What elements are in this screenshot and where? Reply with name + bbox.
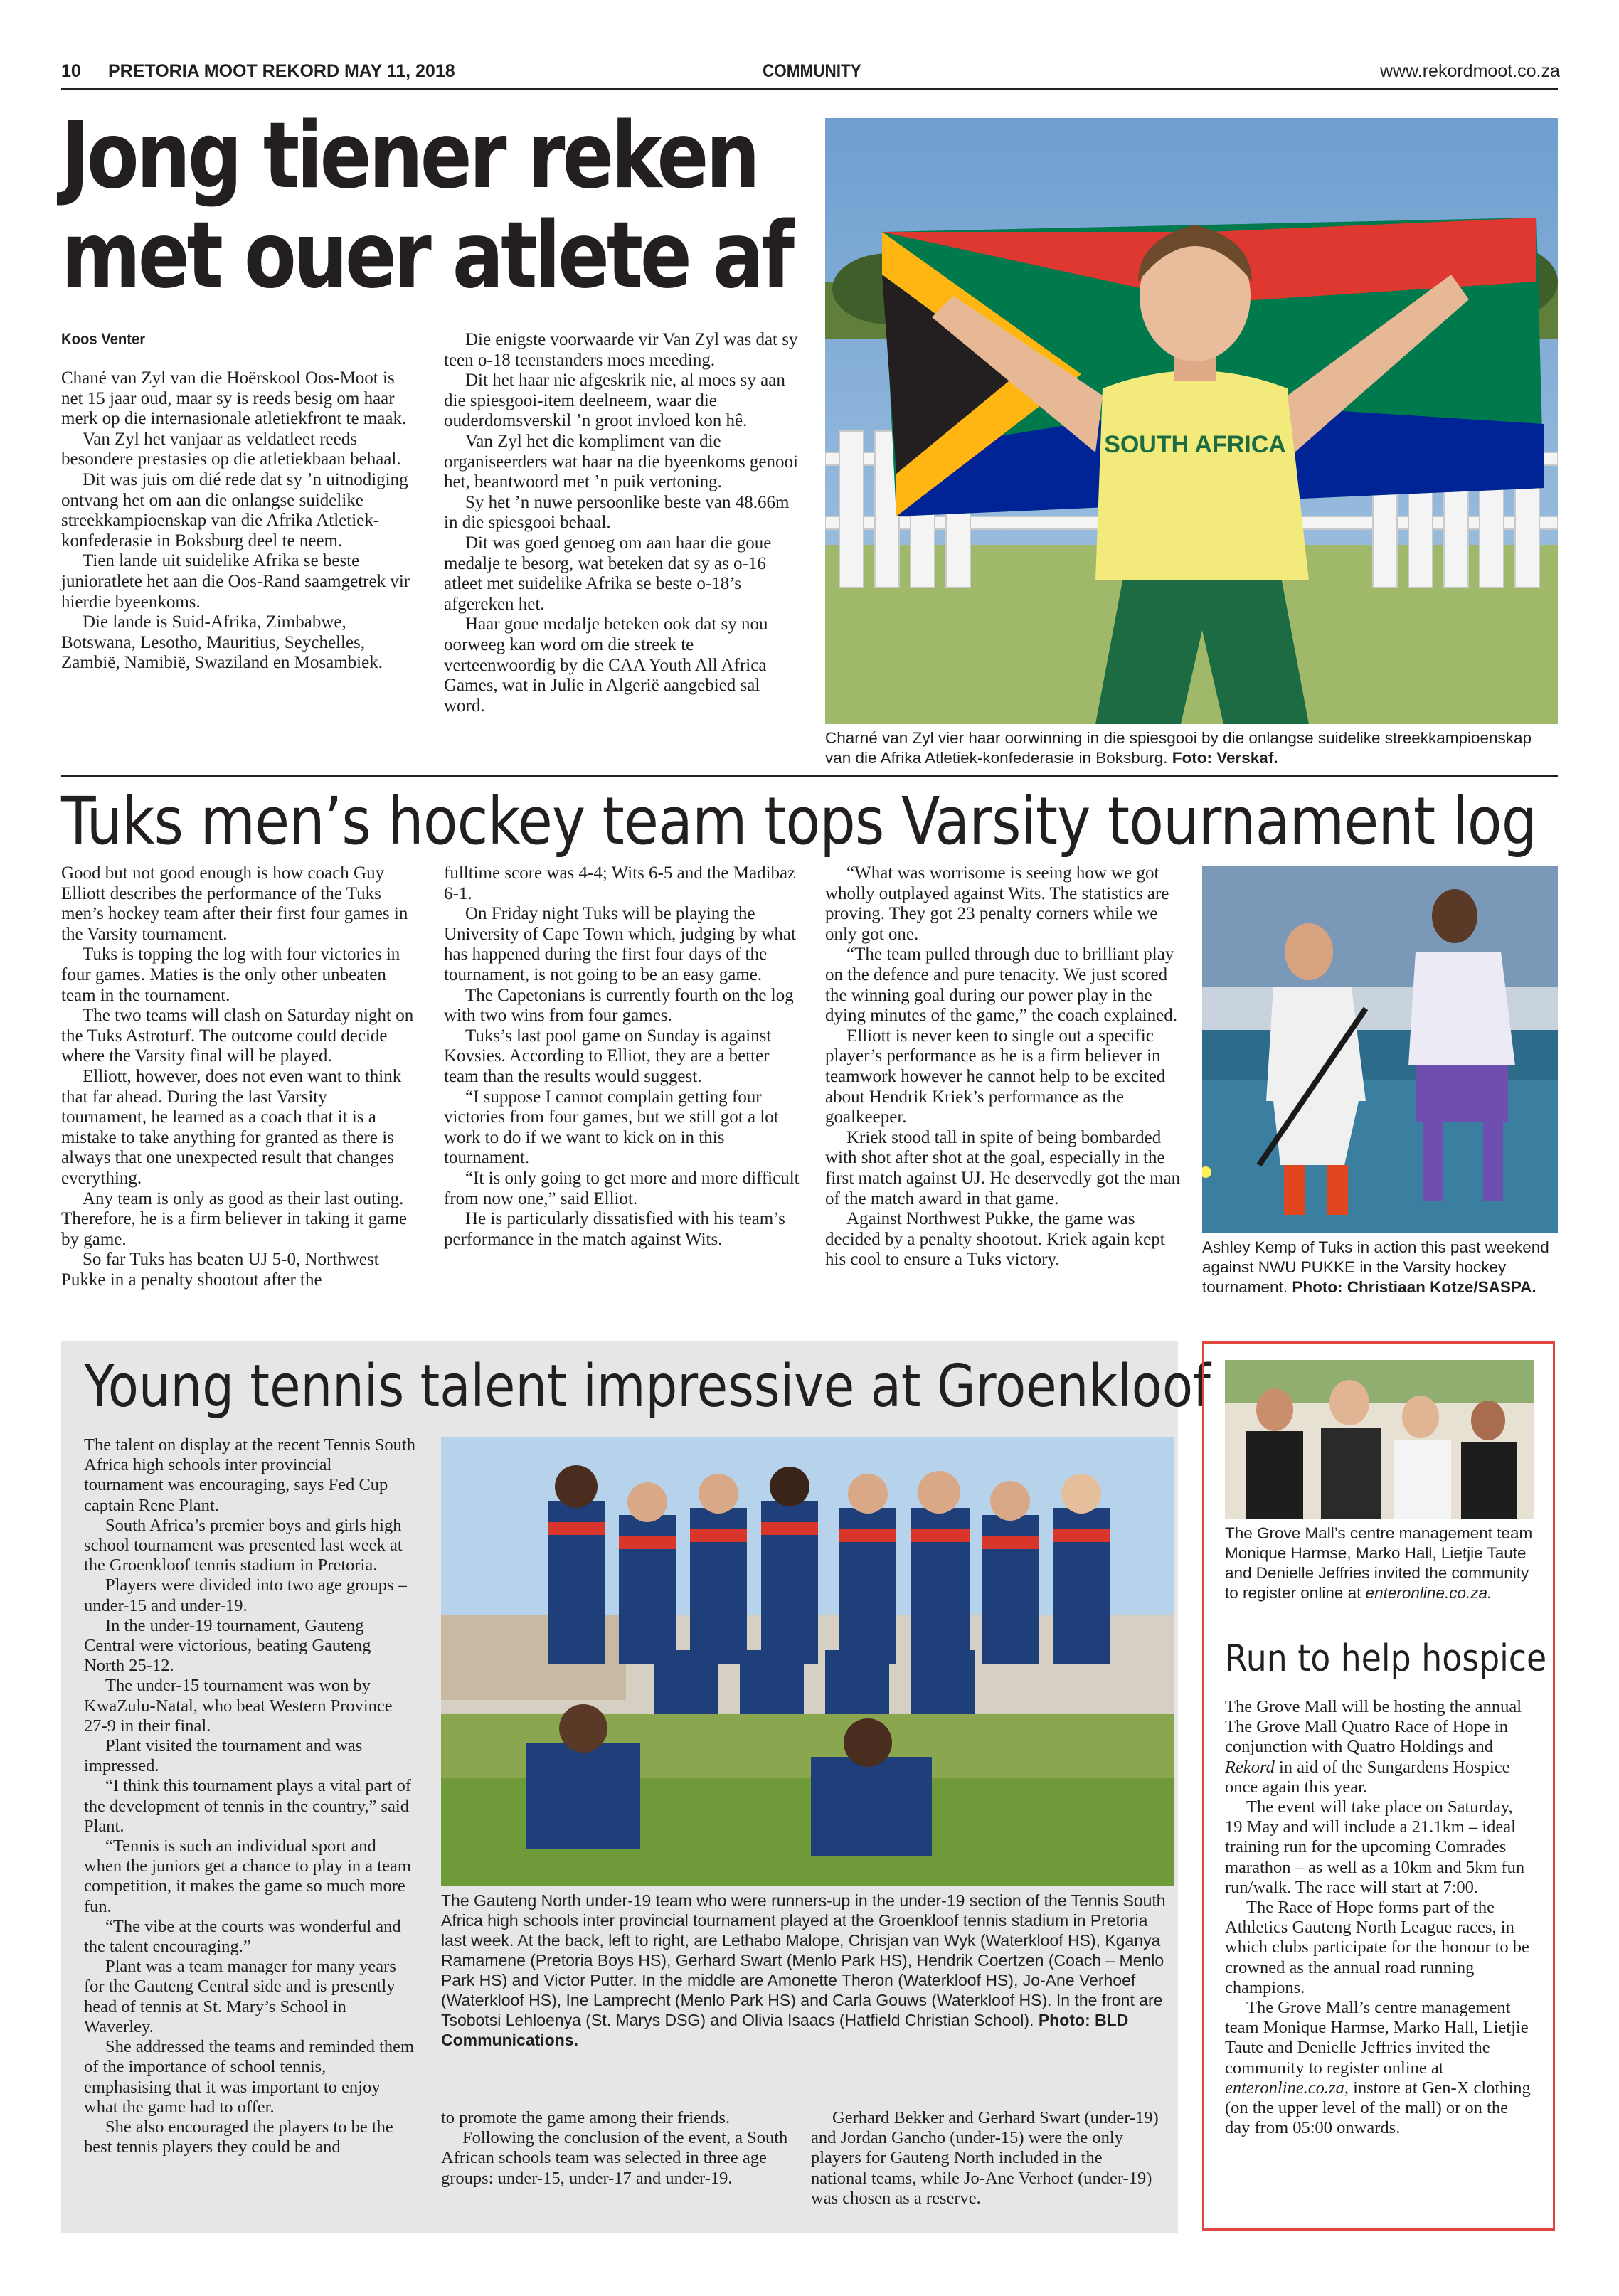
- article3-col2: [441, 2108, 788, 2189]
- paragraph: Chané van Zyl van die Hoërskool Oos-Moot is net 15 jaar oud, maar sy is reeds besig om haar merk op die internasionale atletiekfront te maak.: [61, 368, 407, 429]
- section-label: COMMUNITY: [763, 61, 861, 81]
- paragraph: “What was worrisome is seeing how we got wholly outplayed against Wits. The statistics are proving. They got 23 penalty corners while we only got one.: [825, 863, 1169, 944]
- article3-caption: [441, 1891, 1174, 2050]
- article2-col1: [61, 863, 417, 1290]
- article1-col2: [444, 330, 800, 716]
- article1-byline: Koos Venter: [61, 330, 146, 348]
- paragraph: Following the conclusion of the event, a South African schools team was selected in three age groups: under-15, under-17 and under-19.: [441, 2128, 788, 2188]
- grove-mall-photo-illustration: [1225, 1360, 1534, 1519]
- paragraph: Any team is only as good as their last outing. Therefore, he is a firm believer in taking it game by game.: [61, 1189, 407, 1249]
- caption-text: The Gauteng North under-19 team who were runners-up in the under-19 section of the Tennis South Africa high schools inter provincial tournament played at the Groenkloof tennis stadium in Pretoria last week. At the back, left to right, are Lethabo Malope, Chrisjan van Wyk (Waterkloof HS), Kganya Ramamene (Pretoria Boys HS), Gerhard Swart (Menlo Park HS), Hendrik Coertzen (Coach – Menlo Park HS) and Victor Putter. In the middle are Amonette Theron (Waterkloof HS), Jo-Ane Verhoef (Waterkloof HS), Ine Lamprecht (Menlo Park HS) and Carla Gouws (Waterkloof HS). In the front are Tsobotsi Lehloenya (St. Marys DSG) and Olivia Isaacs (Hatfield Christian School).: [441, 1891, 1166, 2029]
- paragraph: Tien lande uit suidelike Afrika se beste junioratlete het aan die Oos-Rand saamgetrek vir hierdie byeenkoms.: [61, 551, 410, 612]
- article4-body: [1225, 1697, 1531, 2138]
- paragraph: South Africa’s premier boys and girls high school tournament was presented last week at the Groenkloof tennis stadium in Pretoria.: [84, 1515, 403, 1575]
- article3-headline: Young tennis talent impressive at Groenkloof: [84, 1353, 1211, 1420]
- tennis-team-photo: [441, 1437, 1174, 1886]
- paragraph: [1225, 1998, 1531, 2138]
- paragraph: Kriek stood tall in spite of being bombarded with shot after shot at the goal, especially in the first match against UJ. He deservedly got the man of the match award in that game.: [825, 1127, 1181, 1208]
- paragraph: to promote the game among their friends.: [441, 2108, 731, 2127]
- website: www.rekordmoot.co.za: [1380, 61, 1560, 81]
- text: in aid of the Sungardens Hospice once again this year.: [1225, 1757, 1510, 1797]
- article2-headline: Tuks men’s hockey team tops Varsity tournament log: [61, 783, 1537, 859]
- paragraph: Haar goue medalje beteken ook dat sy nou oorweeg kan word om die streek te verteenwoordig by die CAA Youth All Africa Games, wat in Julie in Algerië aangebied sal word.: [444, 615, 768, 716]
- paragraph: The Race of Hope forms part of the Athletics Gauteng North League races, in which clubs participate for the honour to be crowned as the annual road running champions.: [1225, 1898, 1529, 1997]
- article2-col3: [825, 863, 1181, 1270]
- emphasis: Rekord: [1225, 1757, 1275, 1777]
- article3-col1: [84, 1435, 415, 2157]
- paragraph: [1225, 1697, 1531, 1797]
- paragraph: The event will take place on Saturday, 19 May and will include a 21.1km – ideal training run for the upcoming Comrades marathon – as well as a 10km and 5km fun run/walk. The race will start at 7:00.: [1225, 1797, 1525, 1897]
- paragraph: She also encouraged the players to be the best tennis players they could be and: [84, 2117, 393, 2157]
- shirt-lettering: SOUTH AFRICA: [1104, 431, 1286, 458]
- paragraph: Tuks’s last pool game on Sunday is against Kovsies. According to Elliot, they are a better team than the results would suggest.: [444, 1026, 772, 1086]
- article2-caption: [1202, 1238, 1558, 1297]
- page-number: 10: [61, 61, 81, 81]
- publication-line: PRETORIA MOOT REKORD MAY 11, 2018: [108, 61, 455, 81]
- text: The Grove Mall’s centre management team Monique Harmse, Marko Hall, Lietjie Taute and Denielle Jeffries invited the community to register online at: [1225, 1998, 1529, 2078]
- paragraph: Plant was a team manager for many years for the Gauteng Central side and is presently head of tennis at St. Mary’s School in Waverley.: [84, 1957, 396, 2036]
- paragraph: Die lande is Suid-Afrika, Zimbabwe, Botswana, Lesotho, Mauritius, Seychelles, Zambië, Namibië, Swaziland en Mosambiek.: [61, 612, 383, 673]
- caption-text: Charné van Zyl vier haar oorwinning in die spiesgooi by die onlangse suidelike streekkampioenskap van die Afrika Atletiek-konfederasie in Boksburg.: [825, 729, 1532, 767]
- paragraph: “It is only going to get more and more difficult from now one,” said Elliot.: [444, 1168, 800, 1208]
- paragraph: Elliott is never keen to single out a specific player’s performance as he is a firm believer in teamwork however he cannot help to be excited about Hendrik Kriek’s performance as the goalkeeper.: [825, 1026, 1166, 1127]
- athlete-photo: [825, 118, 1558, 724]
- hockey-photo-illustration: [1202, 866, 1558, 1233]
- article4-headline: Run to help hospice: [1225, 1637, 1547, 1680]
- article1-caption: [825, 728, 1558, 768]
- paragraph: fulltime score was 4-4; Wits 6-5 and the Madibaz 6-1.: [444, 863, 796, 903]
- paragraph: Dit het haar nie afgeskrik nie, al moes sy aan die spiesgooi-item deelneem, waar die ouderdomsverskil ʼn groot invloed kon hê.: [444, 371, 785, 431]
- article1-col1: [61, 368, 417, 674]
- paragraph: The two teams will clash on Saturday night on the Tuks Astroturf. The outcome could decide where the Varsity final will be played.: [61, 1006, 414, 1066]
- article1-headline: [61, 103, 792, 309]
- article1-headline-line2: met ouer atlete af: [61, 203, 792, 309]
- paragraph: Gerhard Bekker and Gerhard Swart (under-19) and Jordan Gancho (under-15) were the only players for Gauteng North included in the national teams, while Jo-Ane Verhoef (under-19) was chosen as a reserve.: [811, 2108, 1159, 2208]
- paragraph: Sy het ʼn nuwe persoonlike beste van 48.66m in die spiesgooi behaal.: [444, 492, 790, 533]
- paragraph: He is particularly dissatisfied with his team’s performance in the match against Wits.: [444, 1209, 785, 1249]
- paragraph: She addressed the teams and reminded them of the importance of school tennis, emphasising that it was important to enjoy what the game had to offer.: [84, 2037, 415, 2117]
- photo-credit: Photo: BLD Communications.: [441, 2011, 1129, 2049]
- tennis-team-photo-illustration: [441, 1437, 1174, 1886]
- paragraph: “The vibe at the courts was wonderful and the talent encouraging.”: [84, 1916, 401, 1957]
- paragraph: Tuks is topping the log with four victories in four games. Maties is the only other unbeaten team in the tournament.: [61, 945, 400, 1005]
- article1-headline-line1: Jong tiener reken: [61, 103, 758, 209]
- paragraph: Players were divided into two age groups – under-15 and under-19.: [84, 1575, 407, 1615]
- athlete-photo-illustration: [825, 118, 1558, 724]
- paragraph: So far Tuks has beaten UJ 5-0, Northwest Pukke in a penalty shootout after the: [61, 1250, 379, 1290]
- paragraph: “I think this tournament plays a vital part of the development of tennis in the country,” said Plant.: [84, 1776, 412, 1836]
- hockey-photo: [1202, 866, 1558, 1233]
- caption-link: enteronline.co.za.: [1365, 1584, 1492, 1602]
- paragraph: Dit was goed genoeg om aan haar die goue medalje te besorg, wat beteken dat sy as o-16 atleet met suidelike Afrika se beste o-18’s afgereken het.: [444, 533, 772, 614]
- paragraph: Van Zyl het vanjaar as veldatleet reeds besondere prestasies op die atletiekbaan behaal.: [61, 429, 401, 469]
- paragraph: On Friday night Tuks will be playing the University of Cape Town which, judging by what has happened during the first four days of the tournament, is not going to be an easy game.: [444, 904, 796, 984]
- text: The Grove Mall will be hosting the annual The Grove Mall Quatro Race of Hope in conjunction with Quatro Holdings and: [1225, 1697, 1522, 1757]
- paragraph: The talent on display at the recent Tennis South Africa high schools inter provincial tournament was encouraging, says Fed Cup captain Rene Plant.: [84, 1435, 415, 1515]
- paragraph: Against Northwest Pukke, the game was decided by a penalty shootout. Kriek again kept his cool to ensure a Tuks victory.: [825, 1209, 1165, 1270]
- grove-mall-team-photo: [1225, 1360, 1534, 1519]
- paragraph: “The team pulled through due to brilliant play on the defence and pure tenacity. We just scored the winning goal during our power play in the dying minutes of the game,” the coach explained.: [825, 945, 1177, 1026]
- photo-credit: Photo: Christiaan Kotze/SASPA.: [1292, 1278, 1536, 1296]
- paragraph: “Tennis is such an individual sport and when the juniors get a chance to play in a team competition, it makes the game so much more fun.: [84, 1837, 411, 1916]
- article2-col2: [444, 863, 800, 1250]
- paragraph: Dit was juis om dié rede dat sy ʼn uitnodiging ontvang het om aan die onlangse suidelike streekkampioenskap van die Afrika Atletiek-konfederasie in Boksburg deel te neem.: [61, 469, 408, 551]
- paragraph: Van Zyl het die kompliment van die organiseerders wat haar na die byeenkoms genooi het, beantwoord met ʼn puik vertoning.: [444, 431, 798, 492]
- article3-col3: [811, 2108, 1161, 2209]
- emphasis: enteronline.co.za: [1225, 2078, 1344, 2098]
- paragraph: Die enigste voorwaarde vir Van Zyl was dat sy teen o-18 teenstanders moes meeding.: [444, 330, 798, 370]
- article4-caption: [1225, 1524, 1538, 1603]
- text: , instore at Gen-X clothing (on the upper level of the mall) or on the day from 05:00 onwards.: [1225, 2078, 1531, 2138]
- paragraph: In the under-19 tournament, Gauteng Central were victorious, beating Gauteng North 25-12.: [84, 1615, 371, 1676]
- section-rule-1: [61, 775, 1558, 777]
- paragraph: Good but not good enough is how coach Guy Elliott describes the performance of the Tuks men’s hockey team after their first four games in the Varsity tournament.: [61, 863, 408, 944]
- header-rule: [61, 88, 1558, 90]
- paragraph: “I suppose I cannot complain getting four victories from four games, but we still got a lot work to do if we want to kick on in this tournament.: [444, 1087, 779, 1168]
- caption-text: The Grove Mall’s centre management team Monique Harmse, Marko Hall, Lietjie Taute and Denielle Jeffries invited the community to register online at: [1225, 1524, 1533, 1602]
- paragraph: The Capetonians is currently fourth on the log with two wins from four games.: [444, 985, 794, 1026]
- caption-text: Ashley Kemp of Tuks in action this past weekend against NWU PUKKE in the Varsity hockey tournament.: [1202, 1238, 1549, 1296]
- paragraph: Plant visited the tournament and was impressed.: [84, 1736, 363, 1776]
- paragraph: The under-15 tournament was won by KwaZulu-Natal, who beat Western Province 27-9 in their final.: [84, 1676, 393, 1736]
- paragraph: Elliott, however, does not even want to think that far ahead. During the last Varsity tournament, he learned as a coach that it is a mistake to take anything for granted as there is always that one unexpected result that changes everything.: [61, 1066, 402, 1188]
- photo-credit: Foto: Verskaf.: [1172, 749, 1278, 767]
